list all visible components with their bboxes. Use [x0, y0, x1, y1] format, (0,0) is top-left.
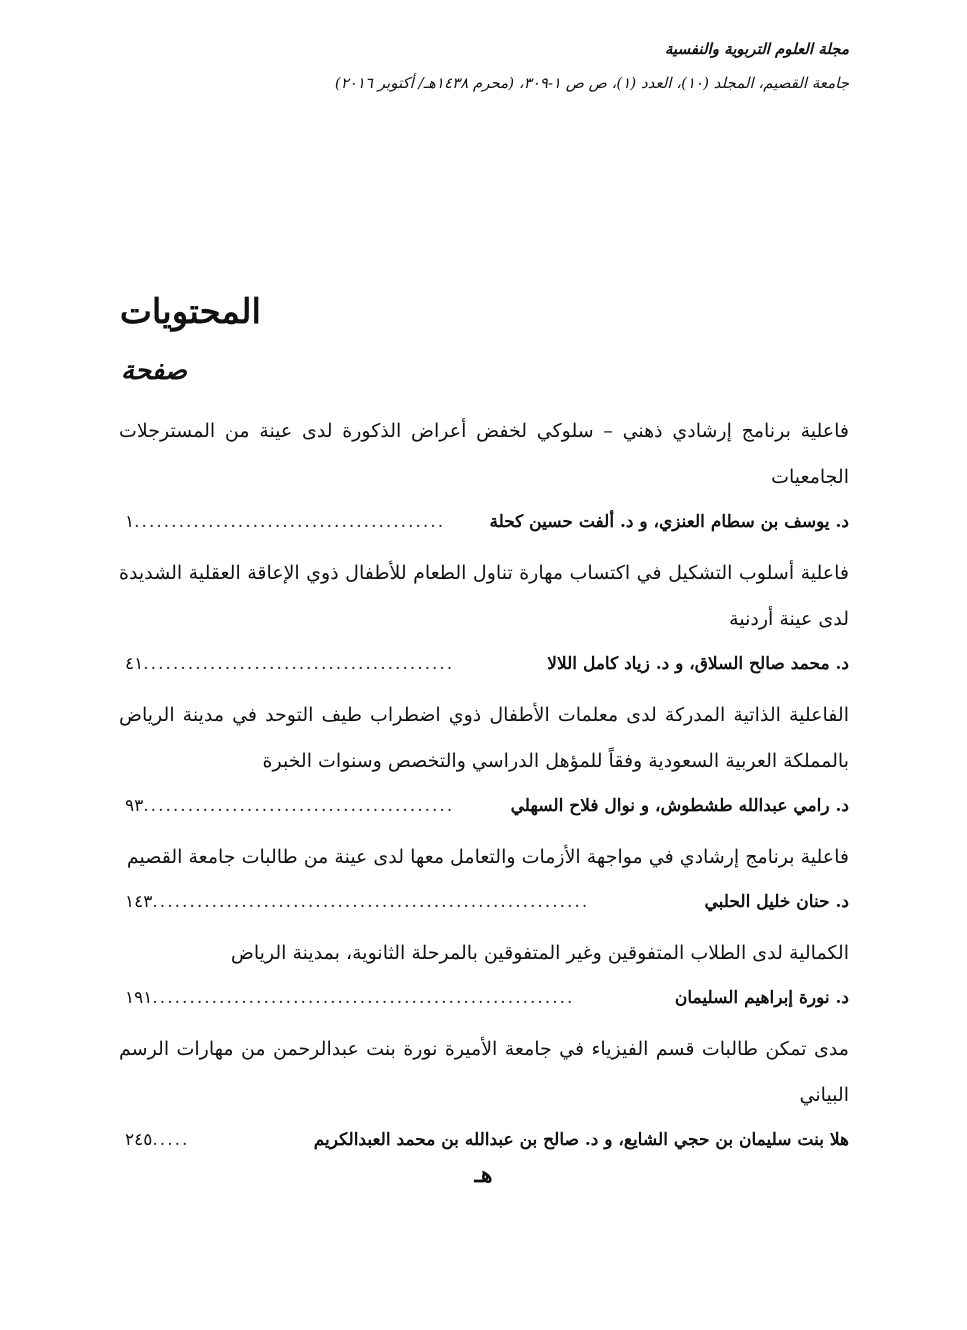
article-authors: هلا بنت سليمان بن حجي الشايع، و د. صالح بن عبدالله بن محمد العبدالكريم	[313, 1130, 849, 1150]
page-number: ٢٤٥	[125, 1130, 153, 1150]
leader-dots: ..........................................	[143, 654, 455, 674]
author-row	[119, 880, 849, 924]
leader-dots: .........................................................	[152, 988, 575, 1008]
article-authors: د. حنان خليل الحلبي	[704, 892, 849, 912]
journal-title: مجلة العلوم التربوية والنفسية	[664, 40, 849, 58]
article-title: الفاعلية الذاتية المدركة لدى معلمات الأطفال ذوي اضطراب طيف التوحد في مدينة الرياض بالمملكة العربية السعودية وفقاً للمؤهل الدراسي والتخصص وسنوات الخبرة	[119, 704, 849, 772]
article-title: مدى تمكن طالبات قسم الفيزياء في جامعة الأميرة نورة بنت عبدالرحمن من مهارات الرسم البياني	[119, 1038, 849, 1106]
contents-entry	[119, 408, 849, 544]
author-row	[119, 784, 849, 828]
leader-dots: ...........................................................	[152, 892, 590, 912]
article-title: فاعلية أسلوب التشكيل في اكتساب مهارة تناول الطعام للأطفال ذوي الإعاقة العقلية الشديدة لدى عينة أردنية	[119, 562, 849, 630]
leader-dots: ..........................................	[134, 512, 446, 532]
article-title: فاعلية برنامج إرشادي في مواجهة الأزمات والتعامل معها لدى عينة من طالبات جامعة القصيم	[126, 846, 849, 868]
author-row	[119, 500, 849, 544]
leader-dots: .....	[152, 1130, 190, 1150]
page-number: ١٤٣	[125, 892, 153, 912]
author-row	[119, 642, 849, 686]
journal-header	[109, 38, 849, 94]
article-authors: د. نورة إبراهيم السليمان	[674, 988, 849, 1008]
page-number: ٩٣	[125, 796, 144, 816]
page-number: ١	[125, 512, 135, 532]
contents-entry	[119, 834, 849, 924]
leader-dots: ..........................................	[143, 796, 455, 816]
author-row	[119, 1118, 849, 1162]
contents-list	[119, 408, 849, 1168]
journal-issue-info: جامعة القصيم، المجلد (١٠)، العدد (١)، ص ص ١-٣٠٩، (محرم ١٤٣٨هـ/ أكتوبر ٢٠١٦)	[334, 74, 849, 92]
contents-heading: المحتويات	[119, 292, 261, 332]
article-authors: د. يوسف بن سطام العنزي، و د. ألفت حسين كحلة	[489, 512, 849, 532]
article-title: الكمالية لدى الطلاب المتفوقين وغير المتفوقين بالمرحلة الثانوية، بمدينة الرياض	[230, 942, 849, 964]
page-column-label: صفحة	[121, 356, 187, 386]
article-authors: د. رامي عبدالله طشطوش، و نوال فلاح السهلي	[510, 796, 849, 816]
contents-entry	[119, 692, 849, 828]
contents-entry	[119, 1026, 849, 1162]
article-title: فاعلية برنامج إرشادي ذهني – سلوكي لخفض أعراض الذكورة لدى عينة من المسترجلات الجامعيات	[119, 420, 849, 488]
page-number: ١٩١	[125, 988, 153, 1008]
article-authors: د. محمد صالح السلاق، و د. زياد كامل اللالا	[547, 654, 849, 674]
page-number: ٤١	[125, 654, 144, 674]
contents-entry	[119, 930, 849, 1020]
author-row	[119, 976, 849, 1020]
contents-entry	[119, 550, 849, 686]
page-footer-letter: هـ	[474, 1162, 493, 1188]
